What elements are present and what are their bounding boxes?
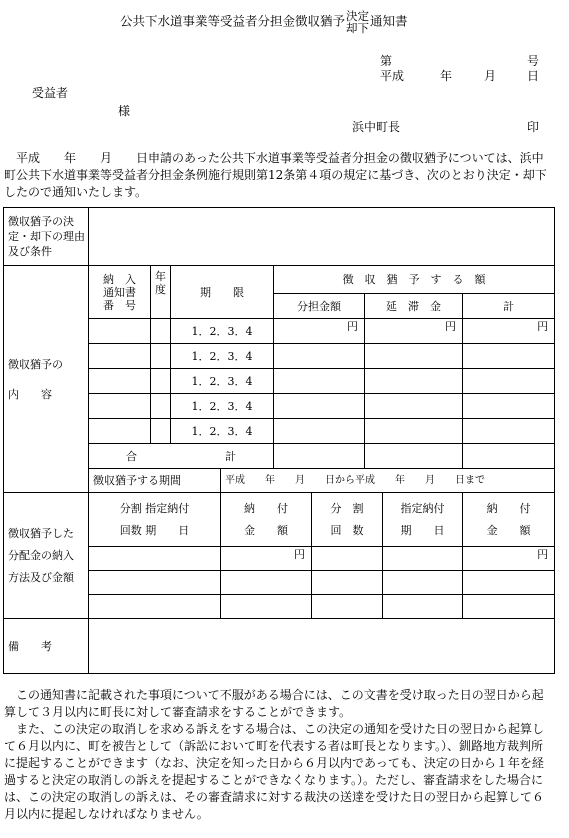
cell-total[interactable] xyxy=(463,394,555,419)
document-title xyxy=(120,10,408,34)
cell-year[interactable] xyxy=(151,369,171,394)
cell-period: 1．2．3．4 xyxy=(171,344,274,369)
sum-total[interactable] xyxy=(463,444,555,469)
title-prefix: 公共下水道事業等受益者分担金徴収猶予 xyxy=(120,13,346,29)
sum-delay[interactable] xyxy=(365,444,463,469)
cell-period: 1．2．3．4 xyxy=(171,394,274,419)
col-period: 期 限 xyxy=(171,266,274,319)
date-year: 年 xyxy=(440,69,453,83)
col-year: 年 度 xyxy=(151,266,171,319)
title-decision-stack xyxy=(346,10,369,34)
pay-label-2: 分配金の納入 xyxy=(8,548,74,562)
pay-label xyxy=(4,493,89,619)
number-suffix: 号 xyxy=(527,54,540,68)
sum-label: 合 計 xyxy=(89,444,274,469)
pay-cell-e[interactable] xyxy=(463,571,555,595)
pay-cell-b[interactable]: 円 xyxy=(221,547,312,571)
cell-notice-no[interactable] xyxy=(89,344,151,369)
date-era: 平成 xyxy=(380,69,405,83)
reason-label: 徴収猶予の決定・却下の理由及び条件 xyxy=(4,208,89,266)
cell-share[interactable] xyxy=(274,394,365,419)
date-month: 月 xyxy=(484,69,497,83)
pay-col-a1: 分割 指定納付 xyxy=(119,501,190,515)
pay-label-3: 方法及び金額 xyxy=(8,570,74,584)
period-label: 徴収猶予する期間 xyxy=(89,469,221,493)
date-day: 日 xyxy=(527,69,540,83)
pay-col-a xyxy=(89,493,221,547)
number-label: 第 xyxy=(380,54,393,68)
cell-year[interactable] xyxy=(151,419,171,444)
title-stack-top: 決定 xyxy=(346,9,370,23)
col-notice-no: 納 入 通知書 番 号 xyxy=(89,266,151,319)
cell-delay[interactable] xyxy=(365,344,463,369)
pay-cell-d[interactable] xyxy=(383,595,463,619)
recipient-label: 受益者 xyxy=(32,86,69,100)
deferral-table xyxy=(3,207,555,674)
cell-notice-no[interactable] xyxy=(89,394,151,419)
cell-delay[interactable] xyxy=(365,394,463,419)
cell-share[interactable]: 円 xyxy=(274,319,365,344)
pay-cell-d[interactable] xyxy=(383,547,463,571)
pay-col-d2: 期 日 xyxy=(400,523,445,537)
cell-total[interactable] xyxy=(463,419,555,444)
title-suffix: 通知書 xyxy=(370,13,408,29)
remarks-cell[interactable] xyxy=(89,619,555,674)
pay-cell-e[interactable]: 円 xyxy=(463,547,555,571)
cell-share[interactable] xyxy=(274,419,365,444)
cell-notice-no[interactable] xyxy=(89,369,151,394)
cell-notice-no[interactable] xyxy=(89,419,151,444)
pay-col-b xyxy=(221,493,312,547)
cell-period: 1．2．3．4 xyxy=(171,419,274,444)
col-total: 計 xyxy=(463,294,555,319)
col-share: 分担金額 xyxy=(274,294,365,319)
cell-notice-no[interactable] xyxy=(89,319,151,344)
intro-paragraph: 平成 年 月 日申請のあった公共下水道事業等受益者分担金の徴収猶予については、浜中町公共下水道事業等受益者分担金条例施行規則第12条第４項の規定に基づき、次のとおり決定・却下したので通知いたします。 xyxy=(4,151,547,199)
pay-col-c xyxy=(312,493,383,547)
cell-total[interactable] xyxy=(463,369,555,394)
pay-cell-e[interactable] xyxy=(463,595,555,619)
period-text[interactable]: 平成 年 月 日から平成 年 月 日まで xyxy=(221,469,555,493)
pay-col-e1: 納 付 xyxy=(486,501,531,515)
pay-col-c2: 回 数 xyxy=(330,523,364,537)
cell-total[interactable]: 円 xyxy=(463,319,555,344)
pay-col-e2: 金 額 xyxy=(486,523,531,537)
content-label-1: 徴収猶予の xyxy=(8,357,63,371)
honorific: 様 xyxy=(118,104,131,118)
cell-share[interactable] xyxy=(274,369,365,394)
title-stack-bottom: 却下 xyxy=(346,21,370,35)
cell-year[interactable] xyxy=(151,394,171,419)
pay-cell-d[interactable] xyxy=(383,571,463,595)
content-label-2: 内 容 xyxy=(8,387,52,401)
appeal-notice: この通知書に記載された事項について不服がある場合には、この文書を受け取った日の翌日から起算して３月以内に町長に対して審査請求をすることができます。 xyxy=(4,688,544,719)
reason-cell[interactable] xyxy=(89,208,555,266)
remarks-label: 備 考 xyxy=(4,619,89,674)
pay-col-c1: 分 割 xyxy=(330,501,364,515)
sum-share[interactable] xyxy=(274,444,365,469)
cell-delay[interactable] xyxy=(365,369,463,394)
cell-total[interactable] xyxy=(463,344,555,369)
pay-col-d xyxy=(383,493,463,547)
pay-col-a2: 回数 期 日 xyxy=(119,523,190,537)
pay-cell-a[interactable] xyxy=(89,571,221,595)
cell-period: 1．2．3．4 xyxy=(171,369,274,394)
cell-share[interactable] xyxy=(274,344,365,369)
pay-cell-c[interactable] xyxy=(312,595,383,619)
pay-cell-c[interactable] xyxy=(312,547,383,571)
pay-cell-a[interactable] xyxy=(89,547,221,571)
cell-period: 1．2．3．4 xyxy=(171,319,274,344)
pay-col-d1: 指定納付 xyxy=(400,501,445,515)
issuer: 浜中町長 xyxy=(352,120,401,134)
pay-col-b2: 金 額 xyxy=(244,523,288,537)
pay-cell-b[interactable] xyxy=(221,571,312,595)
lawsuit-notice: また、この決定の取消しを求める訴えをする場合は、この決定の通知を受けた日の翌日から起算して６月以内に、町を被告として（訴訟において町を代表する者は町長となります。）、釧路地方裁判所に提起することができます（なお、決定を知った日から６月以内であっても、決定の日から１年を経過すると決定の取消しの訴えを提起することができなくなります。）。ただし、審査請求をした場合には、この決定の取消しの訴えは、その審査請求に対する裁決の送達を受けた日の翌日から起算して６月以内に提起しなければなりません。 xyxy=(4,722,545,821)
content-label xyxy=(4,266,89,493)
pay-col-b1: 納 付 xyxy=(244,501,288,515)
seal-mark: 印 xyxy=(527,120,540,134)
cell-delay[interactable]: 円 xyxy=(365,319,463,344)
pay-cell-c[interactable] xyxy=(312,571,383,595)
pay-cell-b[interactable] xyxy=(221,595,312,619)
col-delay: 延 滞 金 xyxy=(365,294,463,319)
pay-cell-a[interactable] xyxy=(89,595,221,619)
cell-delay[interactable] xyxy=(365,419,463,444)
pay-label-1: 徴収猶予した xyxy=(8,526,74,540)
pay-col-e xyxy=(463,493,555,547)
cell-year[interactable] xyxy=(151,344,171,369)
col-amount-group: 徴 収 猶 予 す る 額 xyxy=(274,266,555,294)
cell-year[interactable] xyxy=(151,319,171,344)
